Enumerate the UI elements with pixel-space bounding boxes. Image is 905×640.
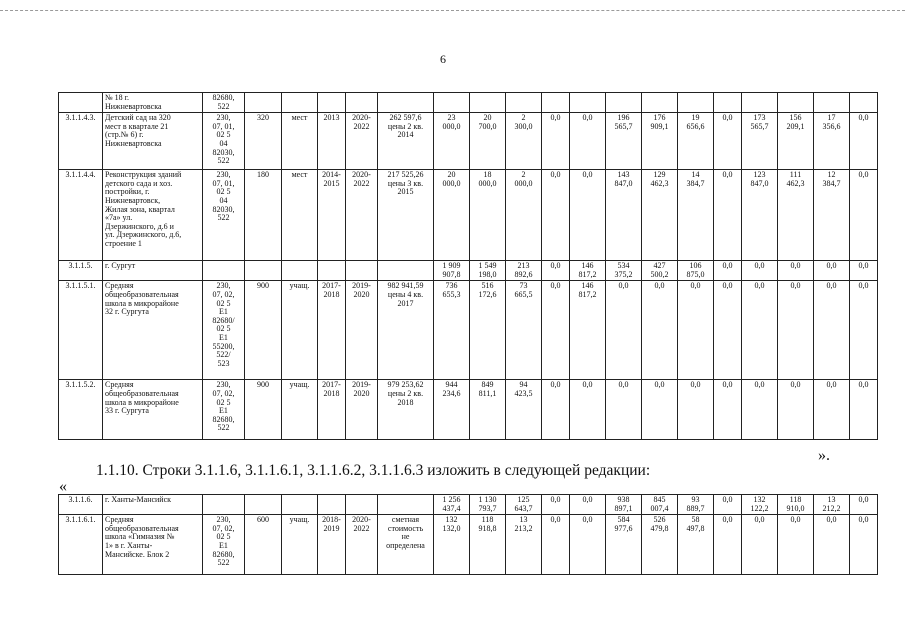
table-cell: 180 xyxy=(245,170,282,261)
table-cell xyxy=(318,93,346,113)
table-cell: 0,0 xyxy=(642,281,678,380)
page-number: 6 xyxy=(440,52,446,66)
table-cell: 0,0 xyxy=(642,380,678,440)
row-number-cell: 3.1.1.5.1. xyxy=(59,281,103,380)
table-cell: 23 000,0 xyxy=(434,113,470,170)
table-cell xyxy=(470,93,506,113)
table-cell: 132 122,2 xyxy=(742,495,778,515)
table-cell: 0,0 xyxy=(542,495,570,515)
table-cell: 20 700,0 xyxy=(470,113,506,170)
table-cell: 230, 07, 01, 02 5 04 82030, 522 xyxy=(203,170,245,261)
table-cell: 111 462,3 xyxy=(778,170,814,261)
closing-quote: ». xyxy=(818,447,830,464)
row-number-cell: 3.1.1.5. xyxy=(59,261,103,281)
table-cell xyxy=(678,93,714,113)
table-cell xyxy=(742,93,778,113)
table-cell: 2018- 2019 xyxy=(318,515,346,575)
table-cell: 0,0 xyxy=(714,170,742,261)
table-cell: 1 130 793,7 xyxy=(470,495,506,515)
table-row xyxy=(59,170,878,261)
table-cell: 13 212,2 xyxy=(814,495,850,515)
table-cell: 0,0 xyxy=(814,281,850,380)
table-cell: 106 875,0 xyxy=(678,261,714,281)
table-cell: 979 253,62 цены 2 кв. 2018 xyxy=(378,380,434,440)
table-cell: 13 213,2 xyxy=(506,515,542,575)
table-cell: 118 918,8 xyxy=(470,515,506,575)
table-cell: 0,0 xyxy=(850,495,878,515)
table-cell: 0,0 xyxy=(850,380,878,440)
object-name-cell: № 18 г. Нижневартовска xyxy=(103,93,203,113)
table-cell: 123 847,0 xyxy=(742,170,778,261)
table-cell: 213 892,6 xyxy=(506,261,542,281)
table-new-edition xyxy=(58,494,878,575)
table-cell xyxy=(318,261,346,281)
table-row xyxy=(59,113,878,170)
table-cell: 0,0 xyxy=(814,515,850,575)
opening-quote: « xyxy=(59,478,67,495)
table-cell: 0,0 xyxy=(850,515,878,575)
table-cell: 0,0 xyxy=(570,515,606,575)
table-cell: 129 462,3 xyxy=(642,170,678,261)
table-cell xyxy=(203,261,245,281)
table-cell xyxy=(346,261,378,281)
table-cell: 230, 07, 02, 02 5 E1 82680, 522 xyxy=(203,380,245,440)
table-cell: 173 565,7 xyxy=(742,113,778,170)
table-cell: 146 817,2 xyxy=(570,261,606,281)
table-cell: 2019- 2020 xyxy=(346,281,378,380)
table-cell: 427 500,2 xyxy=(642,261,678,281)
object-name-cell: Средняя общеобразовательная школа в микрорайоне 33 г. Сургута xyxy=(103,380,203,440)
table-cell: 12 384,7 xyxy=(814,170,850,261)
table-cell: 2014- 2015 xyxy=(318,170,346,261)
table-cell xyxy=(814,93,850,113)
table-cell: 0,0 xyxy=(542,281,570,380)
table-cell xyxy=(346,495,378,515)
table-cell: 0,0 xyxy=(778,261,814,281)
table-cell: 14 384,7 xyxy=(678,170,714,261)
object-name-cell: Средняя общеобразовательная школа в микрорайоне 32 г. Сургута xyxy=(103,281,203,380)
table-cell: 0,0 xyxy=(778,281,814,380)
table-cell: 0,0 xyxy=(606,281,642,380)
table-cell xyxy=(378,93,434,113)
object-name-cell: г. Ханты-Мансийск xyxy=(103,495,203,515)
table-cell: 2013 xyxy=(318,113,346,170)
table-cell: 18 000,0 xyxy=(470,170,506,261)
table-cell: 230, 07, 02, 02 5 E1 82680, 522 xyxy=(203,515,245,575)
table-cell: 0,0 xyxy=(742,380,778,440)
table-cell: 0,0 xyxy=(714,380,742,440)
table-cell: 0,0 xyxy=(714,495,742,515)
table-cell: 900 xyxy=(245,380,282,440)
table-cell: 982 941,59 цены 4 кв. 2017 xyxy=(378,281,434,380)
table-cell: 82680, 522 xyxy=(203,93,245,113)
table-cell xyxy=(245,495,282,515)
table-cell: 0,0 xyxy=(542,261,570,281)
table-cell: 584 977,6 xyxy=(606,515,642,575)
object-name-cell: Детский сад на 320 мест в квартале 21 (стр.№ 6) г. Нижневартовска xyxy=(103,113,203,170)
table-cell: 516 172,6 xyxy=(470,281,506,380)
table-cell xyxy=(378,261,434,281)
table-cell xyxy=(282,495,318,515)
table-cell: 156 209,1 xyxy=(778,113,814,170)
table-cell xyxy=(506,93,542,113)
table-cell xyxy=(642,93,678,113)
table-cell xyxy=(434,93,470,113)
table-cell: учащ. xyxy=(282,515,318,575)
table-cell: 849 811,1 xyxy=(470,380,506,440)
table-cell: 0,0 xyxy=(714,515,742,575)
table-cell: 2020- 2022 xyxy=(346,113,378,170)
table-cell: 600 xyxy=(245,515,282,575)
table-cell: 534 375,2 xyxy=(606,261,642,281)
table-cell: мест xyxy=(282,170,318,261)
table-cell: 0,0 xyxy=(606,380,642,440)
table-cell: 845 007,4 xyxy=(642,495,678,515)
table-cell: 0,0 xyxy=(570,170,606,261)
table-cell xyxy=(378,495,434,515)
table-cell: 2 300,0 xyxy=(506,113,542,170)
row-number-cell: 3.1.1.4.3. xyxy=(59,113,103,170)
table-cell: 0,0 xyxy=(778,515,814,575)
table-cell: 0,0 xyxy=(742,261,778,281)
amendment-heading: 1.1.10. Строки 3.1.1.6, 3.1.1.6.1, 3.1.1.6.2, 3.1.1.6.3 изложить в следующей редакции: xyxy=(96,462,651,479)
table-cell: 526 479,8 xyxy=(642,515,678,575)
table-cell: 2 000,0 xyxy=(506,170,542,261)
table-cell: 1 256 437,4 xyxy=(434,495,470,515)
table-cell xyxy=(606,93,642,113)
table-cell: 0,0 xyxy=(714,281,742,380)
table-cell: 230, 07, 02, 02 5 E1 82680/ 02 5 E1 55200, 522/ 523 xyxy=(203,281,245,380)
table-cell: 0,0 xyxy=(678,380,714,440)
table-cell: 2017- 2018 xyxy=(318,281,346,380)
table-cell: 0,0 xyxy=(542,170,570,261)
table-row xyxy=(59,495,878,515)
row-number-cell: 3.1.1.5.2. xyxy=(59,380,103,440)
table-cell: 0,0 xyxy=(714,261,742,281)
table-cell: 0,0 xyxy=(814,261,850,281)
table-cell: 58 497,8 xyxy=(678,515,714,575)
table-cell: учащ. xyxy=(282,380,318,440)
table-row xyxy=(59,93,878,113)
table-cell: 0,0 xyxy=(742,515,778,575)
table-cell: 736 655,3 xyxy=(434,281,470,380)
table-cell: 2020- 2022 xyxy=(346,170,378,261)
table-cell: 900 xyxy=(245,281,282,380)
table-cell: мест xyxy=(282,113,318,170)
table-cell xyxy=(245,93,282,113)
row-number-cell: 3.1.1.4.4. xyxy=(59,170,103,261)
table-cell: 0,0 xyxy=(742,281,778,380)
table-cell: 19 656,6 xyxy=(678,113,714,170)
table-cell: 1 909 907,8 xyxy=(434,261,470,281)
table-cell: 20 000,0 xyxy=(434,170,470,261)
table-cell: 0,0 xyxy=(850,170,878,261)
table-row xyxy=(59,281,878,380)
table-cell: 0,0 xyxy=(542,515,570,575)
table-cell: 320 xyxy=(245,113,282,170)
table-cell: 17 356,6 xyxy=(814,113,850,170)
row-number-cell xyxy=(59,93,103,113)
table-cell: учащ. xyxy=(282,281,318,380)
table-cell: 196 565,7 xyxy=(606,113,642,170)
table-cell: 2020- 2022 xyxy=(346,515,378,575)
object-name-cell: Реконструкция зданий детского сада и хоз. постройки, г. Нижневартовск, Жилая зона, квартал «7а» ул. Дзержинского, д.6 и ул. Дзержинского, д.6, строение 1 xyxy=(103,170,203,261)
table-cell: 176 909,1 xyxy=(642,113,678,170)
table-cell: 1 549 198,0 xyxy=(470,261,506,281)
table-cell xyxy=(318,495,346,515)
table-cell: 0,0 xyxy=(542,113,570,170)
table-cell xyxy=(850,93,878,113)
table-row xyxy=(59,261,878,281)
table-cell: 2017- 2018 xyxy=(318,380,346,440)
table-cell: 0,0 xyxy=(850,261,878,281)
table-cell xyxy=(282,261,318,281)
table-cell xyxy=(778,93,814,113)
table-cell: 132 132,0 xyxy=(434,515,470,575)
table-cell: 93 889,7 xyxy=(678,495,714,515)
table-cell: 94 423,5 xyxy=(506,380,542,440)
table-cell: 262 597,6 цены 2 кв. 2014 xyxy=(378,113,434,170)
table-cell: 230, 07, 01, 02 5 04 82030, 522 xyxy=(203,113,245,170)
table-cell: 0,0 xyxy=(850,113,878,170)
table-cell: 938 897,1 xyxy=(606,495,642,515)
table-cell: сметная стоимость не определена xyxy=(378,515,434,575)
table-cell: 2019- 2020 xyxy=(346,380,378,440)
table-row xyxy=(59,515,878,575)
table-cell: 125 643,7 xyxy=(506,495,542,515)
row-number-cell: 3.1.1.6.1. xyxy=(59,515,103,575)
object-name-cell: Средняя общеобразовательная школа «Гимназия № 1» в г. Ханты- Мансийске. Блок 2 xyxy=(103,515,203,575)
table-cell: 0,0 xyxy=(570,113,606,170)
table-row xyxy=(59,380,878,440)
table-cell: 0,0 xyxy=(570,380,606,440)
table-cell: 118 910,0 xyxy=(778,495,814,515)
table-cell xyxy=(714,93,742,113)
table-cell: 0,0 xyxy=(814,380,850,440)
table-cell xyxy=(346,93,378,113)
table-cell xyxy=(245,261,282,281)
table-cell xyxy=(282,93,318,113)
table-cell: 944 234,6 xyxy=(434,380,470,440)
table-cell: 0,0 xyxy=(850,281,878,380)
table-cell: 143 847,0 xyxy=(606,170,642,261)
row-number-cell: 3.1.1.6. xyxy=(59,495,103,515)
table-cell: 0,0 xyxy=(714,113,742,170)
table-cell: 0,0 xyxy=(542,380,570,440)
table-cell xyxy=(542,93,570,113)
table-continued xyxy=(58,92,878,440)
object-name-cell: г. Сургут xyxy=(103,261,203,281)
table-cell: 217 525,26 цены 3 кв. 2015 xyxy=(378,170,434,261)
table-cell: 0,0 xyxy=(678,281,714,380)
table-cell xyxy=(570,93,606,113)
table-cell: 0,0 xyxy=(570,495,606,515)
scan-top-edge xyxy=(0,10,905,11)
table-cell xyxy=(203,495,245,515)
table-cell: 0,0 xyxy=(778,380,814,440)
table-cell: 73 665,5 xyxy=(506,281,542,380)
table-cell: 146 817,2 xyxy=(570,281,606,380)
